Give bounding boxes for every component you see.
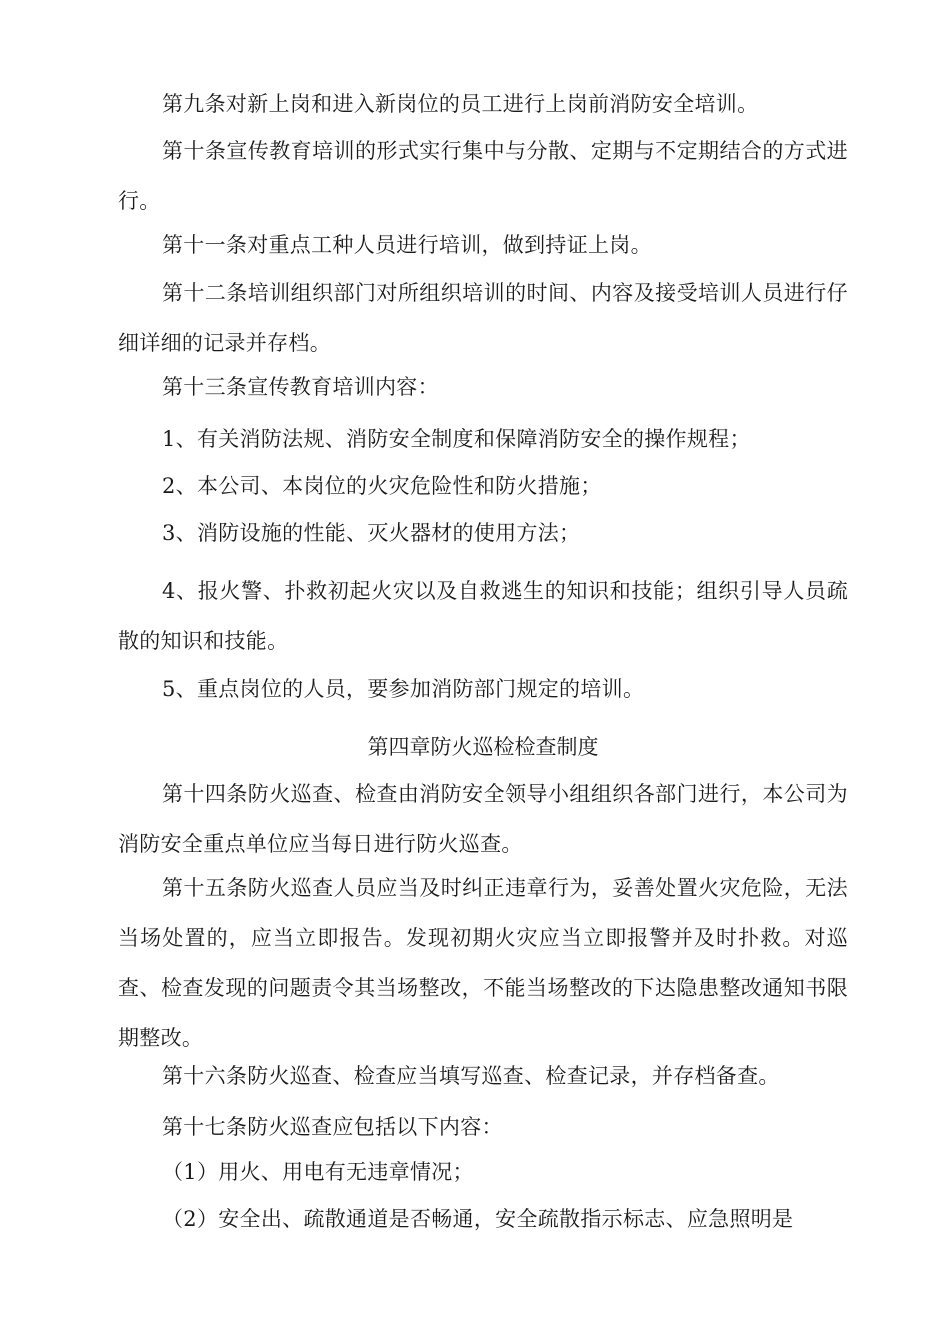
inspection-item-1: （1）用火、用电有无违章情况；	[162, 1160, 474, 1184]
article-17: 第十七条防火巡查应包括以下内容：	[162, 1115, 503, 1139]
article-13: 第十三条宣传教育培训内容：	[162, 375, 439, 399]
list-item-3: 3、消防设施的性能、灭火器材的使用方法；	[162, 521, 581, 545]
list-item-4: 4、报火警、扑救初起火灾以及自救逃生的知识和技能；组织引导人员疏散的知识和技能。	[118, 579, 848, 653]
list-item-2: 2、本公司、本岗位的火灾危险性和防火措施；	[162, 474, 602, 498]
article-16: 第十六条防火巡查、检查应当填写巡查、检查记录，并存档备查。	[162, 1064, 780, 1088]
list-item-5: 5、重点岗位的人员，要参加消防部门规定的培训。	[162, 677, 645, 701]
article-12: 第十二条培训组织部门对所组织培训的时间、内容及接受培训人员进行仔细详细的记录并存档。	[118, 281, 848, 355]
inspection-item-2: （2）安全出、疏散通道是否畅通，安全疏散指示标志、应急照明是	[162, 1207, 794, 1231]
article-11: 第十一条对重点工种人员进行培训，做到持证上岗。	[162, 233, 652, 257]
list-item-1: 1、有关消防法规、消防安全制度和保障消防安全的操作规程；	[162, 427, 751, 451]
article-14: 第十四条防火巡查、检查由消防安全领导小组组织各部门进行，本公司为消防安全重点单位应当每日进行防火巡查。	[118, 782, 848, 856]
article-10: 第十条宣传教育培训的形式实行集中与分散、定期与不定期结合的方式进行。	[118, 139, 848, 213]
article-9: 第九条对新上岗和进入新岗位的员工进行上岗前消防安全培训。	[162, 92, 759, 116]
article-15: 第十五条防火巡查人员应当及时纠正违章行为，妥善处置火灾危险，无法当场处置的，应当立即报告。发现初期火灾应当立即报警并及时扑救。对巡查、检查发现的问题责令其当场整改，不能当场整改的下达隐患整改通知书限期整改。	[118, 876, 848, 1050]
chapter-heading: 第四章防火巡检检查制度	[367, 735, 599, 759]
